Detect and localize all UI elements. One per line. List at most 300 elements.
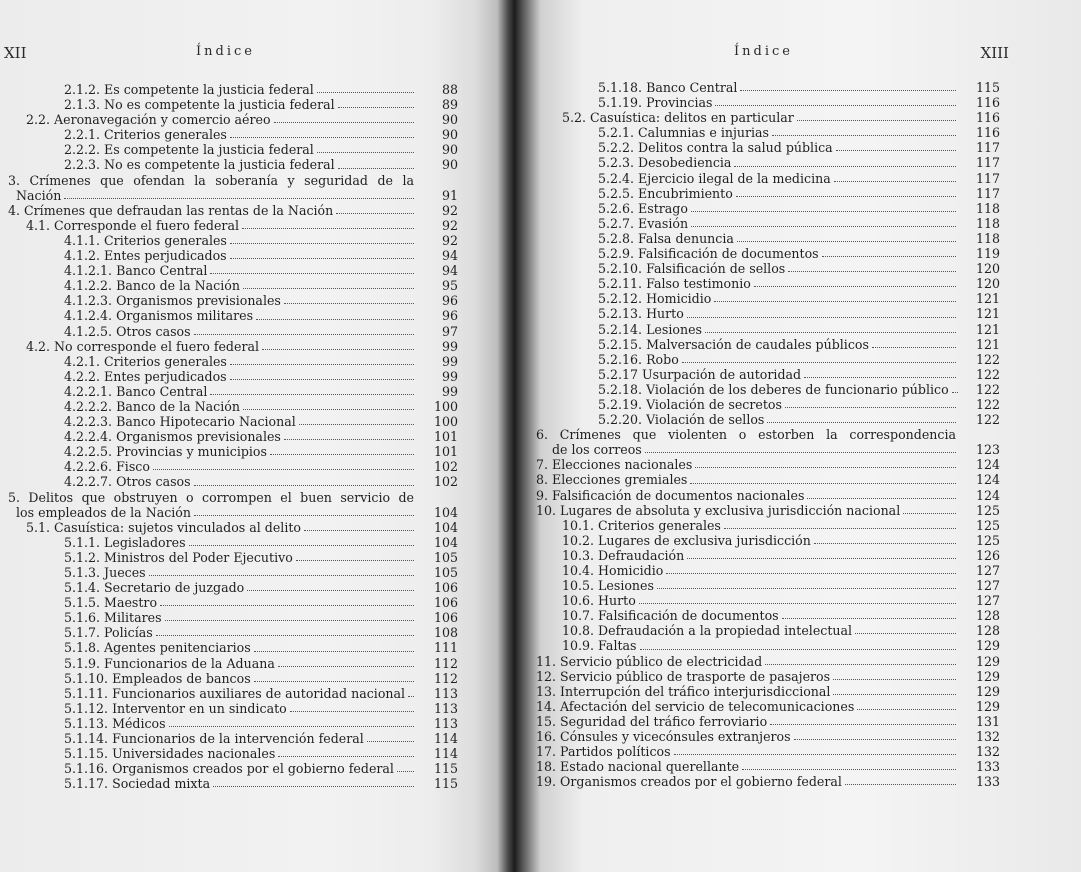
entry-label: 12. Servicio público de trasporte de pasajeros [536, 668, 831, 684]
toc-entry [536, 246, 1000, 261]
leader-dots [230, 258, 414, 259]
entry-label: 4.2.2.6. Fisco [64, 459, 150, 475]
entry-page-number: 122 [975, 381, 1000, 397]
toc-entry [536, 216, 1000, 231]
leader-dots [189, 545, 414, 546]
entry-page-number: 102 [433, 459, 458, 475]
leader-dots [724, 528, 956, 529]
leader-dots [367, 741, 414, 742]
entry-label: 5.1.9. Funcionarios de la Aduana [64, 655, 275, 671]
entry-page-number: 112 [433, 670, 458, 686]
entry-label: 5.2.18. Violación de los deberes de funcionario público [598, 381, 949, 397]
toc-entry [536, 759, 1000, 774]
entry-label: 5.2.20. Violación de sellos [598, 412, 765, 428]
toc-entry [8, 157, 458, 172]
toc-entry [536, 291, 1000, 306]
entry-label: 13. Interrupción del tráfico interjurisdiccional [536, 683, 831, 699]
toc-entry [8, 354, 458, 369]
toc-entry [536, 322, 1000, 337]
entry-label: 9. Falsificación de documentos nacionales [536, 487, 805, 503]
entry-label: 5.1. Casuística: sujetos vinculados al delito [26, 519, 301, 535]
leader-dots [284, 439, 414, 440]
toc-entry [8, 640, 458, 655]
toc-entry [536, 171, 1000, 186]
entry-label: 5.2.14. Lesiones [598, 321, 702, 337]
entry-label: 2.2.2. Es competente la justicia federal [64, 142, 314, 158]
toc-entry [8, 580, 458, 595]
leader-dots [822, 256, 956, 257]
toc-entry [536, 729, 1000, 744]
entry-label: 10.5. Lesiones [562, 578, 654, 594]
leader-dots [715, 105, 956, 106]
leader-dots [674, 754, 956, 755]
leader-dots [691, 211, 956, 212]
entry-label: 4.2. No corresponde el fuero federal [26, 338, 260, 354]
entry-label: 10.2. Lugares de exclusiva jurisdicción [562, 532, 811, 548]
entry-label: 5.1.3. Jueces [64, 565, 146, 580]
entry-page-number: 118 [975, 230, 1000, 246]
toc-entry [8, 490, 458, 520]
toc-entry [536, 699, 1000, 714]
entry-label: 10.8. Defraudación a la propiedad intelectual [562, 623, 853, 639]
entry-label: 14. Afectación del servicio de telecomunicaciones [536, 698, 855, 714]
entry-page-number: 105 [433, 549, 458, 565]
entry-page-number: 113 [433, 700, 458, 716]
toc-entry [536, 80, 1000, 95]
entry-page-number: 129 [975, 683, 1000, 699]
entry-page-number: 106 [433, 580, 458, 596]
entry-label: 4.2.1. Criterios generales [64, 353, 227, 369]
toc-entry [8, 414, 458, 429]
entry-page-number: 112 [433, 655, 458, 671]
leader-dots [690, 483, 956, 484]
toc-entry [8, 520, 458, 535]
leader-dots [230, 364, 414, 365]
entry-page-number: 96 [441, 308, 458, 324]
entry-label: 10.9. Faltas [562, 638, 637, 654]
toc-entry [8, 761, 458, 776]
leader-dots [857, 709, 956, 710]
entry-page-number: 92 [441, 202, 458, 218]
leader-dots [836, 150, 956, 151]
entry-label-continued: los empleados de la Nación [16, 504, 191, 520]
entry-page-number: 115 [975, 80, 1000, 95]
entry-label: 5.1.12. Interventor en un sindicato [64, 700, 287, 716]
leader-dots [247, 590, 414, 591]
leader-dots [666, 573, 956, 574]
entry-page-number: 119 [975, 246, 1000, 262]
toc-entry [8, 203, 458, 218]
toc-entry [8, 776, 458, 791]
toc-entry [536, 714, 1000, 729]
leader-dots [278, 756, 414, 757]
entry-label: 4.1.2.4. Organismos militares [64, 308, 254, 324]
leader-dots [691, 226, 956, 227]
toc-entry [536, 669, 1000, 684]
entry-page-number: 121 [975, 306, 1000, 322]
entry-label: 2.2.1. Criterios generales [64, 127, 227, 143]
toc-entry [8, 731, 458, 746]
toc-list [536, 80, 1000, 789]
toc-entry [536, 654, 1000, 669]
entry-label: 5.2.2. Delitos contra la salud pública [598, 140, 833, 156]
entry-page-number: 101 [433, 444, 458, 460]
entry-page-number: 114 [433, 731, 458, 747]
running-head: Índice [734, 44, 793, 59]
leader-dots [833, 679, 956, 680]
toc-entry [536, 608, 1000, 623]
leader-dots [149, 575, 414, 576]
entry-page-number: 121 [975, 336, 1000, 352]
toc-entry [8, 248, 458, 263]
entry-page-number: 88 [441, 82, 458, 97]
entry-label: 5.2.3. Desobediencia [598, 155, 732, 171]
toc-entry [536, 397, 1000, 412]
toc-entry [536, 110, 1000, 125]
entry-label: 4.2.2.1. Banco Central [64, 383, 208, 399]
entry-label-continued: Nación [16, 187, 62, 203]
entry-page-number: 90 [441, 157, 458, 173]
toc-entry [8, 82, 458, 97]
toc-entry [8, 233, 458, 248]
leader-dots [194, 334, 414, 335]
leader-dots [317, 92, 414, 93]
leader-dots [705, 332, 956, 333]
toc-entry [8, 671, 458, 686]
toc-entry [536, 367, 1000, 382]
toc-entry [8, 610, 458, 625]
entry-page-number: 124 [975, 487, 1000, 503]
entry-page-number: 122 [975, 412, 1000, 428]
toc-entry [536, 261, 1000, 276]
toc-entry [536, 140, 1000, 155]
entry-page-number: 127 [975, 563, 1000, 578]
entry-page-number: 106 [433, 610, 458, 626]
entry-page-number: 117 [975, 170, 1000, 186]
toc-entry [8, 97, 458, 112]
toc-entry [536, 306, 1000, 321]
entry-page-number: 96 [441, 293, 458, 309]
leader-dots [872, 347, 956, 348]
entry-label: 5.1.16. Organismos creados por el gobierno federal [64, 761, 394, 777]
toc-entry [8, 716, 458, 731]
entry-label: 6. Crímenes que violenten o estorben la correspondencia [536, 427, 956, 443]
entry-page-number: 89 [441, 97, 458, 113]
entry-page-number: 101 [433, 429, 458, 445]
right-page [510, 0, 1081, 872]
toc-entry [8, 308, 458, 323]
entry-label: 5.1.7. Policías [64, 625, 153, 641]
entry-label: 5.2.16. Robo [598, 351, 679, 367]
entry-label: 5.1.18. Banco Central [598, 80, 738, 95]
entry-page-number: 95 [441, 278, 458, 294]
toc-entry [536, 155, 1000, 170]
entry-label: 19. Organismos creados por el gobierno federal [536, 774, 842, 790]
entry-page-number: 99 [441, 383, 458, 399]
entry-label: 5.2.4. Ejercicio ilegal de la medicina [598, 170, 831, 186]
entry-label: 10.6. Hurto [562, 593, 636, 609]
toc-entry [8, 550, 458, 565]
entry-page-number: 105 [433, 565, 458, 580]
entry-page-number: 122 [975, 396, 1000, 412]
page-number: XII [4, 44, 27, 62]
entry-label: 4.2.2.5. Provincias y municipios [64, 444, 267, 460]
left-page [0, 0, 480, 872]
entry-page-number: 124 [975, 472, 1000, 488]
entry-page-number: 114 [433, 746, 458, 762]
toc-entry [536, 684, 1000, 699]
leader-dots [213, 786, 414, 787]
entry-label: 2.1.2. Es competente la justicia federal [64, 82, 314, 97]
entry-page-number: 132 [975, 729, 1000, 745]
entry-page-number: 122 [975, 366, 1000, 382]
toc-entry [8, 142, 458, 157]
leader-dots [785, 407, 956, 408]
entry-page-number: 116 [975, 95, 1000, 111]
entry-label: 5.2.5. Encubrimiento [598, 185, 733, 201]
entry-label: 5.2.13. Hurto [598, 306, 684, 322]
leader-dots [262, 349, 414, 350]
entry-page-number: 106 [433, 595, 458, 611]
toc-entry [8, 127, 458, 142]
entry-label: 5.2.7. Evasión [598, 215, 689, 231]
entry-page-number: 129 [975, 653, 1000, 669]
leader-dots [788, 271, 956, 272]
toc-entry [536, 412, 1000, 427]
entry-label: 5.2.15. Malversación de caudales públicos [598, 336, 869, 352]
entry-page-number: 113 [433, 715, 458, 731]
entry-page-number: 99 [441, 368, 458, 384]
entry-page-number: 118 [975, 215, 1000, 231]
leader-dots [156, 635, 414, 636]
entry-label: 5.2.6. Estrago [598, 200, 688, 216]
toc-entry [536, 623, 1000, 638]
entry-page-number: 104 [433, 519, 458, 535]
entry-page-number: 125 [975, 532, 1000, 548]
entry-label: 3. Crímenes que ofendan la soberanía y seguridad de la [8, 172, 414, 188]
leader-dots [169, 726, 414, 727]
entry-label: 5.1.17. Sociedad mixta [64, 776, 211, 792]
entry-page-number: 91 [441, 187, 458, 203]
leader-dots [254, 681, 414, 682]
leader-dots [278, 666, 414, 667]
toc-entry [536, 578, 1000, 593]
toc-entry [8, 173, 458, 203]
entry-page-number: 100 [433, 398, 458, 414]
entry-page-number: 129 [975, 638, 1000, 654]
toc-entry [536, 231, 1000, 246]
entry-label: 5.1.8. Agentes penitenciarios [64, 640, 251, 656]
entry-page-number: 121 [975, 321, 1000, 337]
leader-dots [772, 135, 956, 136]
entry-page-number: 123 [975, 442, 1000, 458]
entry-label: 8. Elecciones gremiales [536, 472, 688, 488]
entry-label: 5.1.10. Empleados de bancos [64, 670, 251, 686]
entry-page-number: 118 [975, 200, 1000, 216]
leader-dots [834, 181, 956, 182]
leader-dots [740, 90, 956, 91]
entry-label: 5.1.2. Ministros del Poder Ejecutivo [64, 549, 293, 565]
entry-page-number: 108 [433, 625, 458, 641]
entry-label: 4.1.2. Entes perjudicados [64, 248, 227, 264]
toc-entry [536, 95, 1000, 110]
leader-dots [338, 168, 414, 169]
entry-page-number: 129 [975, 698, 1000, 714]
entry-label: 5.2.9. Falsificación de documentos [598, 246, 819, 262]
toc-entry [8, 746, 458, 761]
leader-dots [338, 107, 414, 108]
entry-page-number: 99 [441, 338, 458, 354]
entry-label: 4.2.2.2. Banco de la Nación [64, 398, 240, 414]
entry-label: 15. Seguridad del tráfico ferroviario [536, 713, 768, 729]
leader-dots [794, 739, 956, 740]
entry-label: 5.2.19. Violación de secretos [598, 396, 782, 412]
entry-page-number: 128 [975, 608, 1000, 624]
toc-entry [8, 625, 458, 640]
toc-entry [536, 457, 1000, 472]
leader-dots [807, 498, 956, 499]
leader-dots [242, 228, 414, 229]
leader-dots [64, 198, 414, 199]
leader-dots [833, 694, 956, 695]
toc-entry [8, 369, 458, 384]
toc-entry [536, 276, 1000, 291]
leader-dots [256, 319, 414, 320]
leader-dots [274, 122, 414, 123]
leader-dots [687, 558, 956, 559]
toc-entry [536, 518, 1000, 533]
entry-page-number: 125 [975, 502, 1000, 518]
entry-page-number: 121 [975, 291, 1000, 307]
entry-label: 4.2.2. Entes perjudicados [64, 368, 227, 384]
leader-dots [687, 317, 956, 318]
entry-page-number: 120 [975, 261, 1000, 277]
leader-dots [797, 120, 956, 121]
entry-label: 5.1.13. Médicos [64, 715, 166, 731]
entry-label: 2.2.3. No es competente la justicia federal [64, 157, 335, 173]
leader-dots [210, 273, 414, 274]
toc-list [8, 82, 458, 791]
leader-dots [770, 724, 956, 725]
entry-page-number: 100 [433, 414, 458, 430]
entry-label: 5.2.8. Falsa denuncia [598, 230, 734, 246]
leader-dots [657, 588, 956, 589]
toc-entry [8, 384, 458, 399]
toc-entry [536, 186, 1000, 201]
entry-page-number: 115 [433, 776, 458, 792]
leader-dots [408, 696, 414, 697]
toc-entry [8, 324, 458, 339]
toc-entry [8, 535, 458, 550]
toc-entry [8, 595, 458, 610]
toc-entry [536, 352, 1000, 367]
entry-label: 5.1.11. Funcionarios auxiliares de autoridad nacional [64, 685, 406, 701]
toc-entry [536, 427, 1000, 457]
toc-entry [536, 125, 1000, 140]
toc-entry [8, 263, 458, 278]
leader-dots [317, 152, 414, 153]
entry-label: 17. Partidos políticos [536, 744, 671, 760]
toc-entry [536, 593, 1000, 608]
leader-dots [296, 560, 414, 561]
entry-page-number: 99 [441, 353, 458, 369]
toc-entry [536, 201, 1000, 216]
leader-dots [243, 409, 414, 410]
entry-label: 5.1.6. Militares [64, 610, 162, 626]
toc-entry [536, 472, 1000, 487]
leader-dots [290, 711, 414, 712]
running-head: Índice [196, 44, 255, 59]
entry-page-number: 128 [975, 623, 1000, 639]
leader-dots [160, 605, 414, 606]
entry-label: 2.2. Aeronavegación y comercio aéreo [26, 112, 271, 128]
entry-label: 10.3. Defraudación [562, 547, 685, 563]
toc-entry [8, 686, 458, 701]
leader-dots [804, 377, 956, 378]
leader-dots [845, 784, 956, 785]
toc-entry [536, 744, 1000, 759]
entry-label: 5.2.12. Homicidio [598, 291, 712, 307]
leader-dots [270, 454, 414, 455]
entry-label: 4.1.2.3. Organismos previsionales [64, 293, 281, 309]
leader-dots [782, 618, 956, 619]
toc-entry [8, 656, 458, 671]
entry-label: 4.2.2.7. Otros casos [64, 474, 191, 490]
entry-page-number: 104 [433, 534, 458, 550]
entry-label: 2.1.3. No es competente la justicia federal [64, 97, 335, 113]
entry-label: 5.1.14. Funcionarios de la intervención federal [64, 731, 364, 747]
entry-page-number: 131 [975, 713, 1000, 729]
entry-page-number: 133 [975, 774, 1000, 790]
leader-dots [814, 543, 956, 544]
entry-page-number: 104 [433, 504, 458, 520]
leader-dots [767, 422, 956, 423]
entry-page-number: 116 [975, 110, 1000, 126]
leader-dots [284, 303, 414, 304]
leader-dots [952, 392, 958, 393]
page-number: XIII [980, 44, 1009, 62]
entry-page-number: 102 [433, 474, 458, 490]
entry-page-number: 117 [975, 140, 1000, 156]
toc-entry [536, 563, 1000, 578]
toc-entry [8, 112, 458, 127]
entry-label: 5.2.10. Falsificación de sellos [598, 261, 786, 277]
leader-dots [742, 769, 956, 770]
entry-page-number: 117 [975, 185, 1000, 201]
leader-dots [194, 485, 414, 486]
entry-page-number: 122 [975, 351, 1000, 367]
entry-page-number: 94 [441, 263, 458, 279]
entry-page-number: 132 [975, 744, 1000, 760]
entry-label: 10.4. Homicidio [562, 563, 664, 578]
entry-label: 10.1. Criterios generales [562, 517, 721, 533]
entry-page-number: 90 [441, 142, 458, 158]
toc-entry [8, 278, 458, 293]
leader-dots [165, 620, 414, 621]
toc-entry [536, 533, 1000, 548]
entry-page-number: 92 [441, 217, 458, 233]
toc-entry [536, 638, 1000, 653]
toc-entry [8, 701, 458, 716]
toc-entry [8, 474, 458, 489]
toc-entry [8, 565, 458, 580]
leader-dots [754, 286, 956, 287]
toc-entry [536, 382, 1000, 397]
entry-label: 5.2. Casuística: delitos en particular [562, 110, 794, 126]
leader-dots [299, 424, 414, 425]
leader-dots [640, 649, 957, 650]
entry-label: 4.1.2.2. Banco de la Nación [64, 278, 240, 294]
